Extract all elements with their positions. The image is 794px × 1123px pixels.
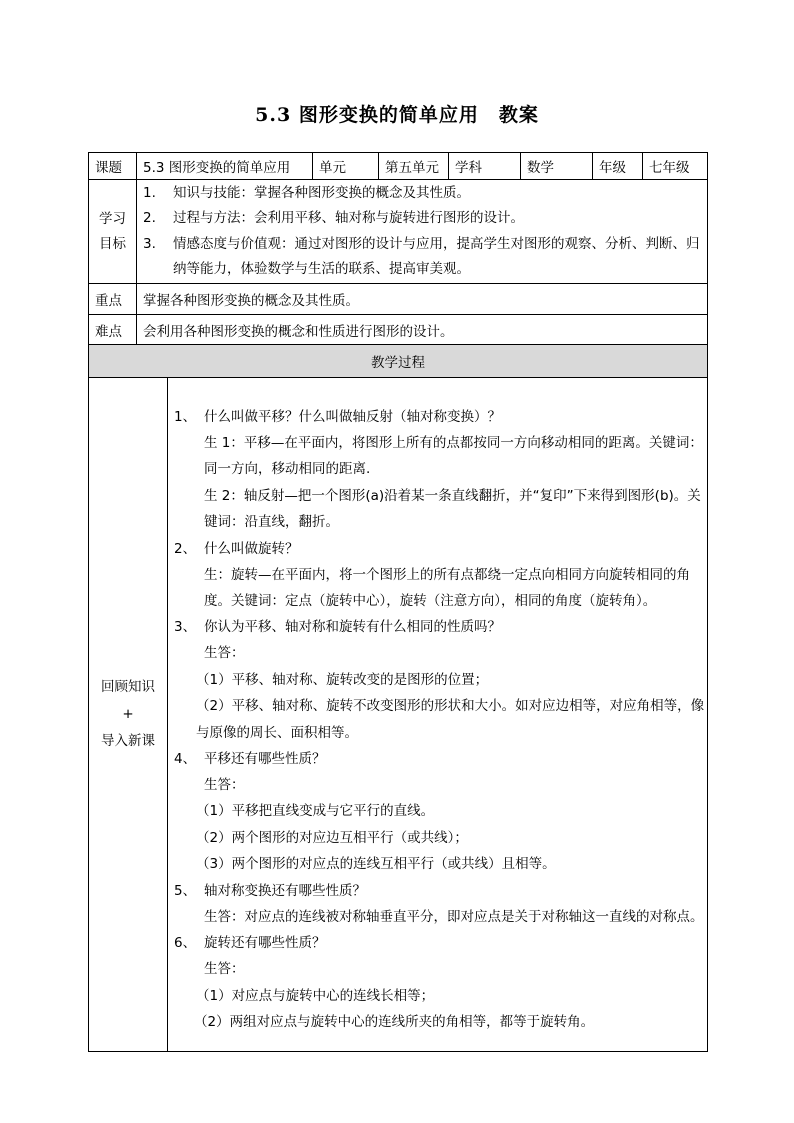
teaching-process-table — [88, 344, 708, 1052]
unit-label: 单元 — [313, 153, 379, 180]
answer-text: （1）平移、轴对称、旋转改变的是图形的位置； — [196, 671, 489, 688]
key-point-row — [89, 284, 708, 315]
answer-text: （1）平移把直线变成与它平行的直线。 — [196, 803, 435, 820]
goals-label: 学习 目标 — [89, 180, 137, 284]
goals-row — [89, 180, 708, 284]
process-heading-row — [89, 345, 708, 378]
key-point-label: 重点 — [89, 284, 137, 315]
question-5: 5、 轴对称变换还有哪些性质？ — [174, 882, 366, 899]
answer-text: 生：旋转—在平面内，将一个图形上的所有点都绕一定点向相同方向旋转相同的角度。关键词：定点（旋转中心），旋转（注意方向），相同的角度（旋转角）。 — [204, 566, 690, 610]
goals-list — [137, 180, 708, 284]
goal-item: 2. 过程与方法：会利用平移、轴对称与旋转进行图形的设计。 — [143, 210, 524, 226]
grade-value: 七年级 — [643, 153, 708, 180]
difficulty-text: 会利用各种图形变换的概念和性质进行图形的设计。 — [137, 315, 708, 346]
question-2: 2、 什么叫做旋转？ — [174, 540, 299, 557]
key-point-text: 掌握各种图形变换的概念及其性质。 — [137, 284, 708, 315]
question-3: 3、 你认为平移、轴对称和旋转有什么相同的性质吗？ — [174, 619, 501, 636]
goal-item: 1. 知识与技能：掌握各种图形变换的概念及其性质。 — [143, 184, 470, 201]
question-6: 6、 旋转还有哪些性质？ — [174, 935, 326, 952]
answer-text: 生 2：轴反射—把一个图形(a)沿着某一条直线翻折，并“复印”下来得到图形(b)。关键词：沿直线，翻折。 — [204, 487, 701, 531]
process-content-row — [89, 378, 708, 1052]
topic-value: 5.3 图形变换的简单应用 — [137, 153, 313, 180]
lesson-info-table — [88, 152, 708, 346]
stage-label: 回顾知识 + 导入新课 — [89, 378, 168, 1052]
subject-label: 学科 — [449, 153, 521, 180]
answer-text: （2）两个图形的对应边互相平行（或共线）； — [196, 829, 468, 846]
answer-text: （1）对应点与旋转中心的连线长相等； — [196, 987, 435, 1004]
document-title: 5.3 图形变换的简单应用 教案 — [255, 104, 539, 126]
header-row — [89, 153, 708, 180]
answer-text: 生答： — [204, 645, 245, 662]
subject-value: 数学 — [521, 153, 593, 180]
answer-text: 生答： — [204, 961, 245, 978]
topic-label: 课题 — [89, 153, 137, 180]
difficulty-row — [89, 315, 708, 346]
question-4: 4、 平移还有哪些性质？ — [174, 751, 326, 768]
answer-text: （2）两组对应点与旋转中心的连线所夹的角相等，都等于旋转角。 — [194, 1013, 595, 1030]
answer-text: 生答：对应点的连线被对称轴垂直平分，即对应点是关于对称轴这一直线的对称点。 — [204, 908, 704, 925]
process-heading: 教学过程 — [89, 345, 708, 378]
answer-text: 生 1：平移—在平面内，将图形上所有的点都按同一方向移动相同的距离。关键词：同一方向，移动相同的距离. — [204, 435, 703, 478]
grade-label: 年级 — [593, 153, 643, 180]
answer-text: 生答： — [204, 777, 245, 794]
question-1: 1、 什么叫做平移？什么叫做轴反射（轴对称变换）？ — [174, 409, 501, 425]
process-content — [168, 378, 708, 1052]
unit-value: 第五单元 — [379, 153, 449, 180]
answer-text: （3）两个图形的对应点的连线互相平行（或共线）且相等。 — [196, 856, 556, 873]
answer-text: （2）平移、轴对称、旋转不改变图形的形状和大小。如对应边相等，对应角相等，像与原像的周长、面积相等。 — [196, 698, 705, 741]
goal-item: 3. 情感态度与价值观：通过对图形的设计与应用，提高学生对图形的观察、分析、判断、归纳等能力，体验数学与生活的联系、提高审美观。 — [143, 235, 700, 277]
difficulty-label: 难点 — [89, 315, 137, 346]
